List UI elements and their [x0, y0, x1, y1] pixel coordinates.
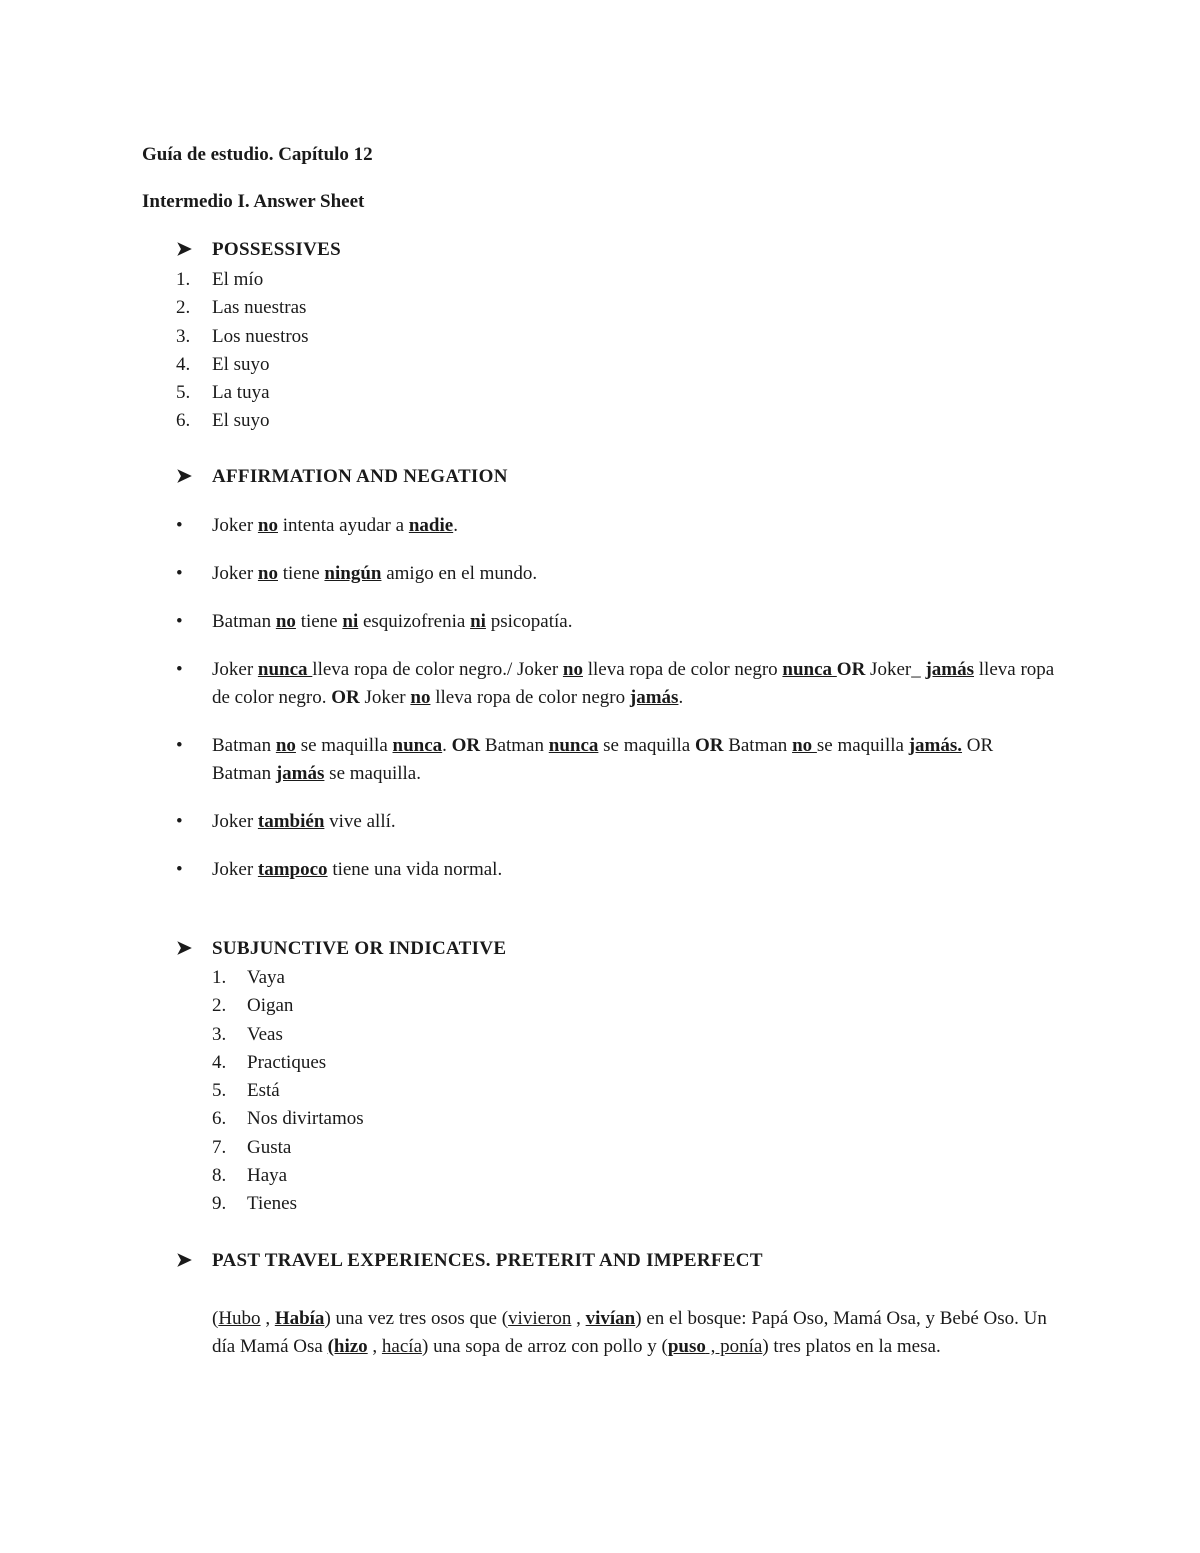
arrow-bullet-icon: ➤	[176, 239, 193, 260]
text: se maquilla	[598, 735, 695, 756]
item-text: Gusta	[247, 1136, 292, 1158]
answer: no	[562, 659, 583, 680]
text: se maquilla	[295, 735, 393, 756]
answer: ningún	[324, 563, 382, 584]
item-number: 3.	[176, 325, 191, 347]
section-heading-affirmation	[176, 463, 508, 491]
item-text: El suyo	[212, 353, 270, 375]
bullet-icon: •	[176, 563, 183, 584]
list-item	[212, 1162, 364, 1190]
text: se maquilla	[816, 735, 909, 756]
item-number: 5.	[212, 1080, 227, 1102]
text: Joker	[212, 515, 258, 536]
answer: no	[257, 563, 278, 584]
bullet-icon: •	[176, 611, 183, 632]
text: esquizofrenia	[358, 611, 471, 632]
text: vive allí.	[324, 811, 396, 832]
answer: no	[410, 687, 431, 708]
arrow-bullet-icon: ➤	[176, 466, 193, 487]
item-number: 8.	[212, 1165, 227, 1187]
text: Batman	[480, 735, 549, 756]
item-number: 7.	[212, 1136, 227, 1158]
item-text: Oigan	[247, 995, 294, 1017]
document-title: Guía de estudio. Capítulo 12	[142, 144, 373, 165]
item-text: Vaya	[247, 967, 285, 988]
text: ,	[571, 1308, 586, 1329]
text: tiene	[277, 563, 325, 584]
option: Hubo	[218, 1308, 261, 1329]
item-number: 2.	[176, 297, 191, 319]
text: amigo en el mundo.	[381, 563, 538, 584]
affirmation-list	[176, 512, 1056, 904]
heading-text: SUBJUNCTIVE OR INDICATIVE	[212, 938, 507, 959]
item-number: 2.	[212, 995, 227, 1017]
text: Joker	[212, 859, 258, 880]
answer: nunca	[392, 735, 443, 756]
text: OR Batman	[212, 735, 994, 784]
section-heading-past	[176, 1247, 763, 1275]
item-number: 5.	[176, 382, 191, 404]
text: ) una vez tres osos que (	[324, 1308, 509, 1329]
bullet-item	[176, 560, 1056, 588]
list-item	[176, 323, 309, 351]
text: .	[453, 515, 458, 536]
text: Batman	[212, 735, 276, 756]
bullet-item	[176, 732, 1056, 788]
section-heading-possessives	[176, 236, 341, 264]
answer: puso	[667, 1336, 706, 1357]
text: Joker	[212, 563, 258, 584]
text: Joker_	[865, 659, 926, 680]
bullet-item	[176, 608, 1056, 636]
bullet-icon: •	[176, 659, 183, 680]
text: ) en el bosque: Papá Oso, Mamá Osa, y Bebé Oso. Un día Mamá Osa	[212, 1308, 1047, 1357]
answer: jamás.	[908, 735, 963, 756]
heading-text: PAST TRAVEL EXPERIENCES. PRETERIT AND IMPERFECT	[212, 1250, 763, 1271]
bullet-item	[176, 656, 1056, 712]
answer: nadie	[408, 515, 454, 536]
item-number: 3.	[212, 1023, 227, 1045]
heading-text: AFFIRMATION AND NEGATION	[212, 466, 508, 487]
item-text: Los nuestros	[212, 325, 309, 347]
or-label: OR	[694, 735, 724, 756]
subjunctive-list	[212, 964, 364, 1219]
text: lleva ropa de color negro.	[212, 659, 1055, 708]
bullet-icon: •	[176, 515, 183, 536]
item-text: Practiques	[247, 1051, 327, 1073]
list-item	[212, 1134, 364, 1162]
item-text: Las nuestras	[212, 297, 307, 319]
item-number: 4.	[176, 353, 191, 375]
bullet-icon: •	[176, 735, 183, 756]
item-number: 1.	[212, 967, 227, 988]
item-text: Tienes	[247, 1193, 297, 1215]
text: ) una sopa de arroz con pollo y (	[422, 1336, 668, 1357]
list-item	[176, 266, 309, 294]
bullet-icon: •	[176, 859, 183, 880]
answer: nunca	[782, 659, 837, 680]
answer: (hizo	[327, 1336, 368, 1357]
list-item	[212, 1077, 364, 1105]
list-item	[176, 351, 309, 379]
bullet-item	[176, 512, 1056, 540]
list-item	[212, 1049, 364, 1077]
list-item	[212, 1021, 364, 1049]
text: Joker	[212, 659, 258, 680]
answer: no	[792, 735, 817, 756]
bullet-item	[176, 808, 1056, 836]
text: lleva ropa de color negro	[582, 659, 783, 680]
text: .	[678, 687, 684, 708]
bullet-item	[176, 856, 1056, 884]
answer: no	[257, 515, 278, 536]
text: psicopatía.	[485, 611, 573, 632]
text: intenta ayudar a	[277, 515, 409, 536]
answer: nunca	[257, 659, 313, 680]
document-subtitle: Intermedio I. Answer Sheet	[142, 191, 365, 212]
or-label: OR	[331, 687, 360, 708]
answer: vivían	[585, 1308, 636, 1329]
item-text: El suyo	[212, 410, 270, 432]
heading-text: POSSESSIVES	[212, 239, 341, 260]
text: (	[212, 1308, 219, 1329]
arrow-bullet-icon: ➤	[176, 1250, 193, 1271]
text: ,	[260, 1308, 275, 1329]
text: Joker	[212, 811, 258, 832]
item-text: Haya	[247, 1165, 288, 1187]
item-number: 6.	[212, 1108, 227, 1130]
text: ,	[367, 1336, 382, 1357]
answer: no	[275, 735, 296, 756]
section-heading-subjunctive	[176, 935, 506, 963]
text: tiene una vida normal.	[327, 859, 503, 880]
option: hacía	[381, 1336, 422, 1357]
item-number: 1.	[176, 269, 191, 290]
item-text: La tuya	[212, 382, 270, 404]
bullet-icon: •	[176, 811, 183, 832]
answer: jamás	[925, 659, 975, 680]
item-text: Está	[247, 1080, 280, 1102]
option: , ponía	[705, 1336, 763, 1357]
list-item	[176, 379, 309, 407]
text: tiene	[295, 611, 343, 632]
answer: también	[257, 811, 325, 832]
text: Joker	[359, 687, 411, 708]
item-text: El mío	[212, 269, 264, 290]
item-number: 6.	[176, 410, 191, 432]
text: se maquilla.	[324, 763, 421, 784]
item-text: Veas	[247, 1023, 283, 1045]
answer: Había	[274, 1308, 325, 1329]
list-item	[212, 1105, 364, 1133]
list-item	[176, 407, 309, 435]
text: Batman	[212, 611, 276, 632]
item-text: Nos divirtamos	[247, 1108, 364, 1130]
list-item	[212, 992, 364, 1020]
possessives-list	[176, 266, 309, 436]
answer: jamás	[629, 687, 679, 708]
or-label: OR	[451, 735, 481, 756]
answer: no	[275, 611, 296, 632]
text: Batman	[723, 735, 793, 756]
list-item	[212, 964, 364, 992]
text: .	[442, 735, 452, 756]
or-label: OR	[836, 659, 866, 680]
arrow-bullet-icon: ➤	[176, 938, 193, 959]
answer: tampoco	[257, 859, 328, 880]
list-item	[176, 294, 309, 322]
text: ) tres platos en la mesa.	[762, 1336, 941, 1357]
item-number: 9.	[212, 1193, 227, 1215]
answer: jamás	[275, 763, 325, 784]
answer: ni	[470, 611, 486, 632]
list-item	[212, 1190, 364, 1218]
text: lleva ropa de color negro	[430, 687, 630, 708]
story-paragraph	[212, 1305, 1052, 1361]
answer: nunca	[548, 735, 599, 756]
item-number: 4.	[212, 1051, 227, 1073]
text: lleva ropa de color negro./ Joker	[312, 659, 563, 680]
answer: ni	[342, 611, 359, 632]
option: vivieron	[508, 1308, 572, 1329]
